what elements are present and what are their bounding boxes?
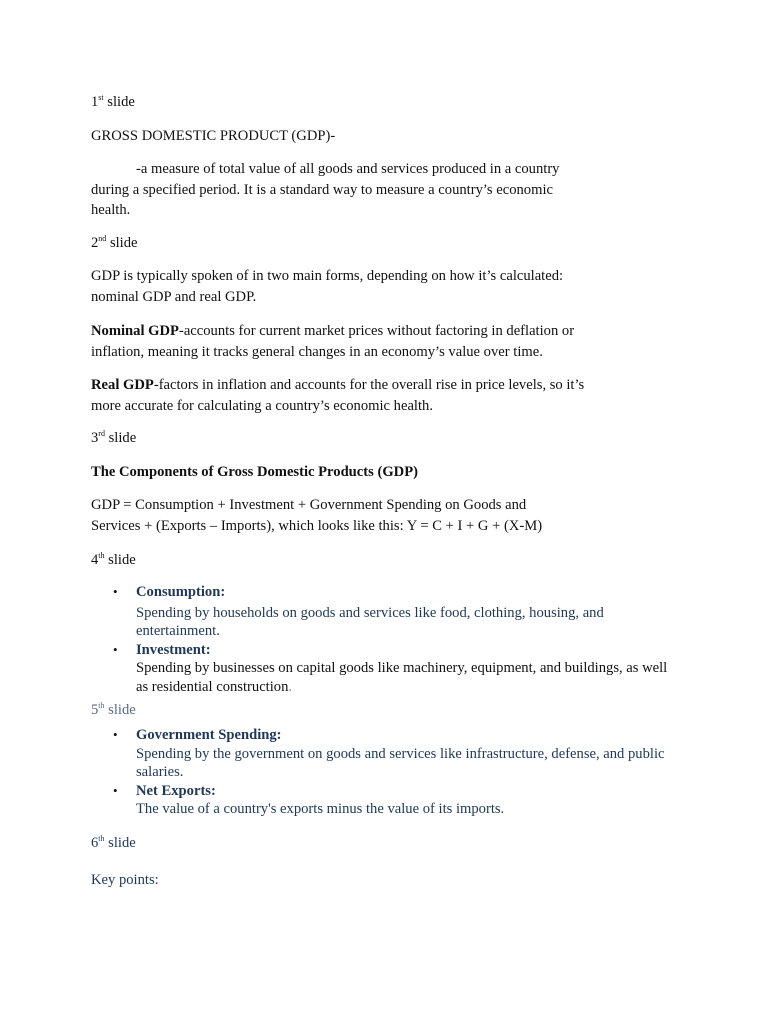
bullet-dot: • bbox=[113, 727, 118, 742]
consumption-term: Consumption: bbox=[136, 584, 226, 600]
bullet-dot: • bbox=[113, 782, 118, 798]
real-gdp-term: Real GDP bbox=[91, 377, 154, 393]
real-gdp-paragraph bbox=[91, 375, 591, 416]
slide-1-label: 1st slide bbox=[91, 93, 135, 110]
bullet-dot: • bbox=[113, 584, 118, 599]
slide-4-label: 4th slide bbox=[91, 551, 136, 568]
net-exports-description: The value of a country's exports minus the value of its imports. bbox=[136, 801, 505, 817]
gdp-forms-intro: GDP is typically spoken of in two main forms, depending on how it’s calculated: nominal GDP and real GDP. bbox=[91, 268, 564, 305]
list-item-consumption bbox=[91, 583, 681, 641]
slide-2-label: 2nd slide bbox=[91, 234, 138, 251]
key-points-heading: Key points: bbox=[91, 872, 159, 888]
slide-5-label: 5th slide bbox=[91, 701, 136, 718]
bullet-dot: • bbox=[113, 641, 118, 657]
nominal-gdp-text: -accounts for current market prices without factoring in deflation or inflation, meaning it tracks general changes in an economy’s value over time. bbox=[91, 323, 575, 360]
nominal-gdp-term: Nominal GDP bbox=[91, 323, 179, 339]
government-spending-description: Spending by the government on goods and services like infrastructure, defense, and public salaries. bbox=[136, 745, 665, 780]
components-heading: The Components of Gross Domestic Products (GDP) bbox=[91, 464, 418, 480]
real-gdp-text: -factors in inflation and accounts for the overall rise in price levels, so it’s more accurate for calculating a country’s economic health. bbox=[91, 377, 585, 414]
consumption-description: Spending by households on goods and services like food, clothing, housing, and entertainment. bbox=[136, 604, 604, 639]
gdp-definition: -a measure of total value of all goods and services produced in a country during a specified period. It is a standard way to measure a country’s economic health. bbox=[91, 161, 560, 218]
slide-3-label: 3rd slide bbox=[91, 429, 137, 446]
gdp-title: GROSS DOMESTIC PRODUCT (GDP)- bbox=[91, 128, 336, 144]
net-exports-term: Net Exports: bbox=[136, 782, 216, 799]
nominal-gdp-paragraph bbox=[91, 321, 591, 362]
slide-6-label: 6th slide bbox=[91, 834, 136, 851]
investment-term: Investment: bbox=[136, 641, 211, 658]
list-item-net-exports bbox=[91, 782, 681, 819]
slide-4-component-list bbox=[91, 583, 681, 696]
investment-description: Spending by businesses on capital goods like machinery, equipment, and buildings, as well as residential construction. bbox=[136, 660, 668, 695]
gdp-formula: GDP = Consumption + Investment + Government Spending on Goods and Services + (Exports – Imports), which looks like this: Y = C + I + G + (X-M) bbox=[91, 497, 543, 534]
list-item-government-spending bbox=[91, 726, 681, 782]
list-item-investment bbox=[91, 641, 681, 697]
slide-5-component-list bbox=[91, 726, 681, 819]
government-spending-term: Government Spending: bbox=[136, 727, 282, 743]
